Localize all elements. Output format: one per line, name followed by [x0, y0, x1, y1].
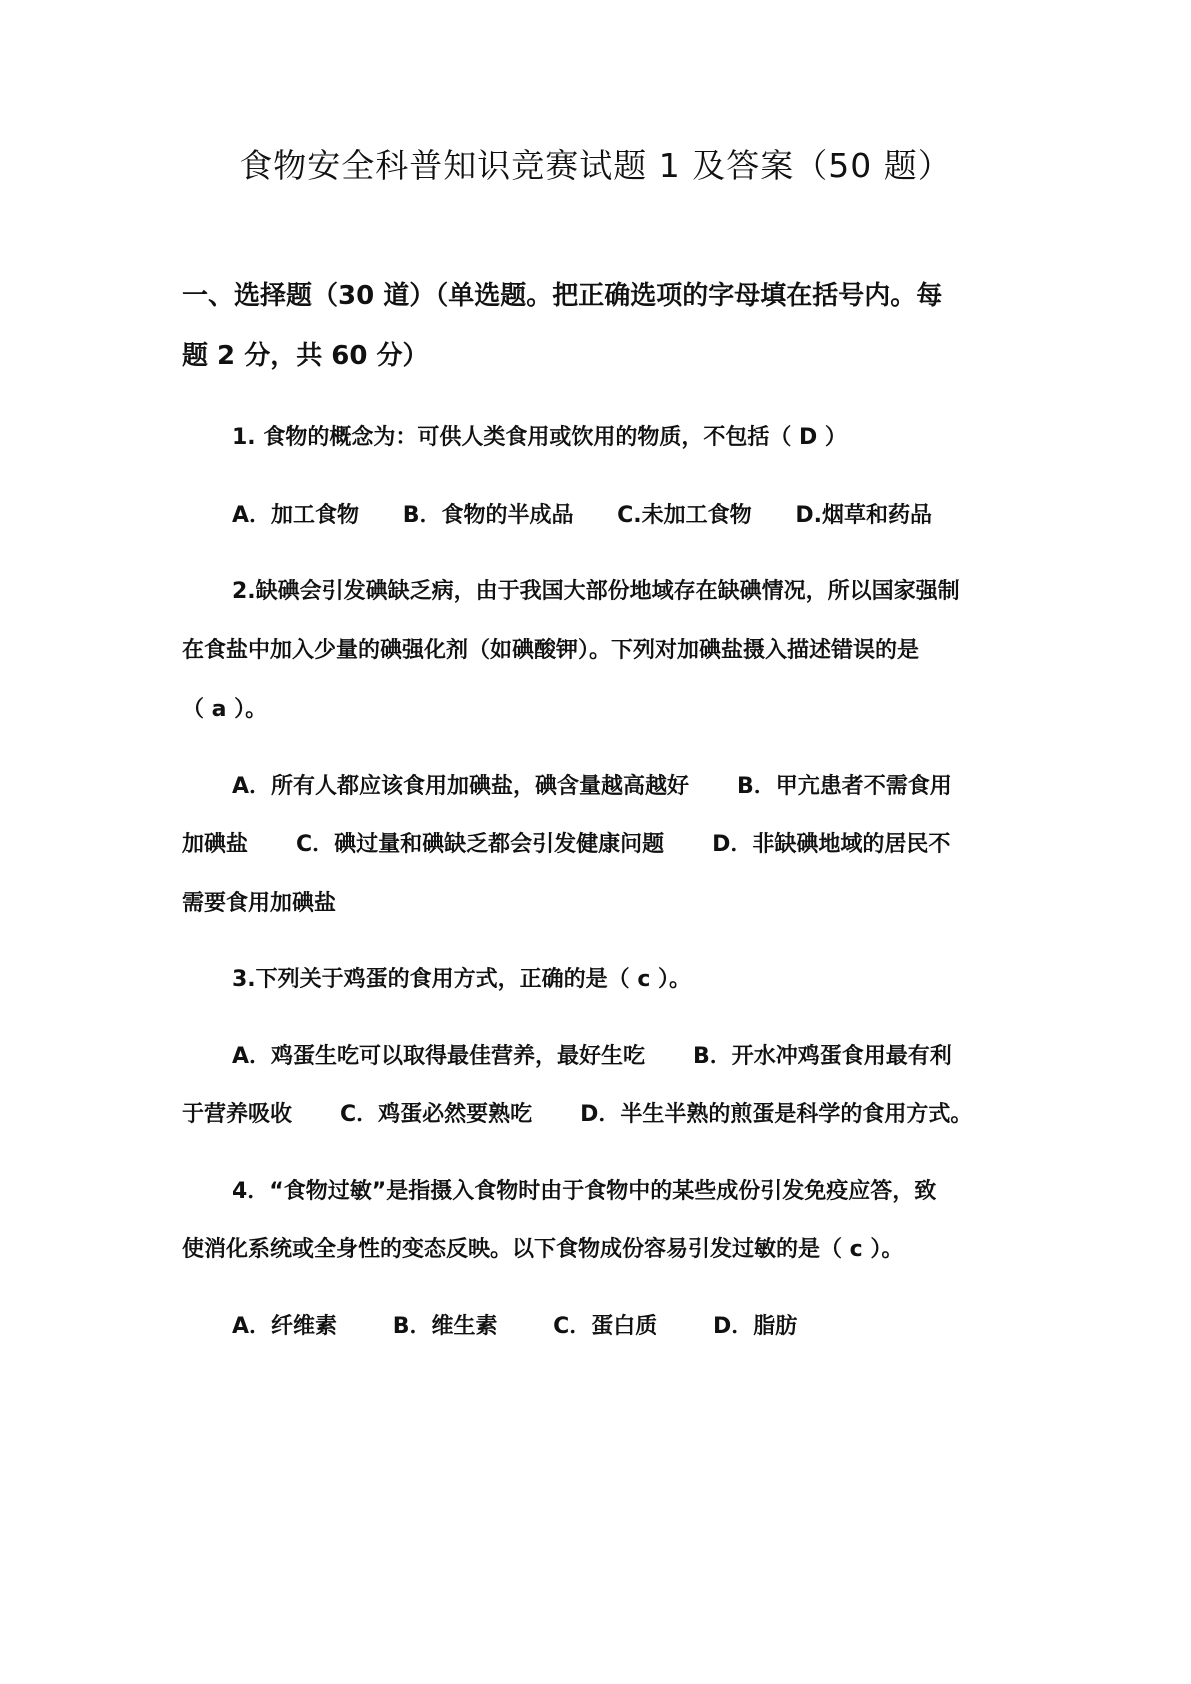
question-4-stem-line-1: 4．“食物过敏”是指摄入食物时由于食物中的某些成份引发免疫应答，致: [232, 1179, 937, 1204]
question-3-stem: 3.下列关于鸡蛋的食用方式，正确的是（ c ）。: [232, 967, 692, 992]
question-1-option-b: B．食物的半成品: [402, 503, 574, 528]
question-3-option-b-part-2: 于营养吸收: [182, 1102, 293, 1127]
question-1-option-a: A．加工食物: [232, 503, 360, 528]
question-2-option-d-part-1: D．非缺碘地域的居民不: [712, 832, 951, 857]
question-3-options-line-2: [182, 1095, 972, 1135]
question-2-option-b-part-2: 加碘盐: [182, 832, 249, 857]
question-3-option-d: D．半生半熟的煎蛋是科学的食用方式。: [580, 1102, 973, 1127]
question-3-option-a: A．鸡蛋生吃可以取得最佳营养，最好生吃: [232, 1044, 646, 1069]
question-4-option-a: A．纤维素: [232, 1314, 338, 1339]
question-2-option-c: C．碘过量和碘缺乏都会引发健康问题: [296, 832, 665, 857]
question-2-option-a: A．所有人都应该食用加碘盐，碘含量越高越好: [232, 774, 690, 799]
question-1-options: [232, 496, 968, 536]
question-2-options-line-3: [182, 884, 336, 924]
question-2-option-d-part-2: 需要食用加碘盐: [182, 891, 337, 916]
question-2-option-b-part-1: B．甲亢患者不需食用: [737, 774, 952, 799]
question-4-options: [232, 1307, 833, 1347]
question-2-options-line-2: [182, 825, 950, 865]
question-3-option-b-part-1: B．开水冲鸡蛋食用最有利: [693, 1044, 952, 1069]
question-4-option-c: C．蛋白质: [553, 1314, 658, 1339]
question-4-stem-line-2: 使消化系统或全身性的变态反映。以下食物成份容易引发过敏的是（ c ）。: [182, 1237, 904, 1262]
section-heading-line-1: 一、选择题（30 道）（单选题。把正确选项的字母填在括号内。每: [182, 281, 943, 311]
section-heading-line-2: 题 2 分，共 60 分）: [182, 341, 429, 371]
question-2-stem-line-1: 2.缺碘会引发碘缺乏病，由于我国大部份地域存在缺碘情况，所以国家强制: [232, 579, 960, 604]
question-1-option-c: C.未加工食物: [617, 503, 752, 528]
question-4-option-b: B．维生素: [392, 1314, 498, 1339]
section-heading: [182, 266, 1022, 386]
question-1-option-d: D.烟草和药品: [795, 503, 932, 528]
question-3-options-line-1: [232, 1037, 952, 1077]
question-3-option-c: C．鸡蛋必然要熟吃: [340, 1102, 533, 1127]
question-2-stem-line-3: （ a ）。: [182, 697, 268, 722]
document-title: 食物安全科普知识竞赛试题 1 及答案（50 题）: [239, 146, 952, 185]
question-1-stem: 1. 食物的概念为：可供人类食用或饮用的物质，不包括（ D ）: [232, 425, 847, 450]
question-2-stem-line-2: 在食盐中加入少量的碘强化剂（如碘酸钾）。下列对加碘盐摄入描述错误的是: [182, 638, 920, 663]
question-4-option-d: D．脂肪: [712, 1314, 798, 1339]
question-2-options-line-1: [232, 767, 952, 807]
